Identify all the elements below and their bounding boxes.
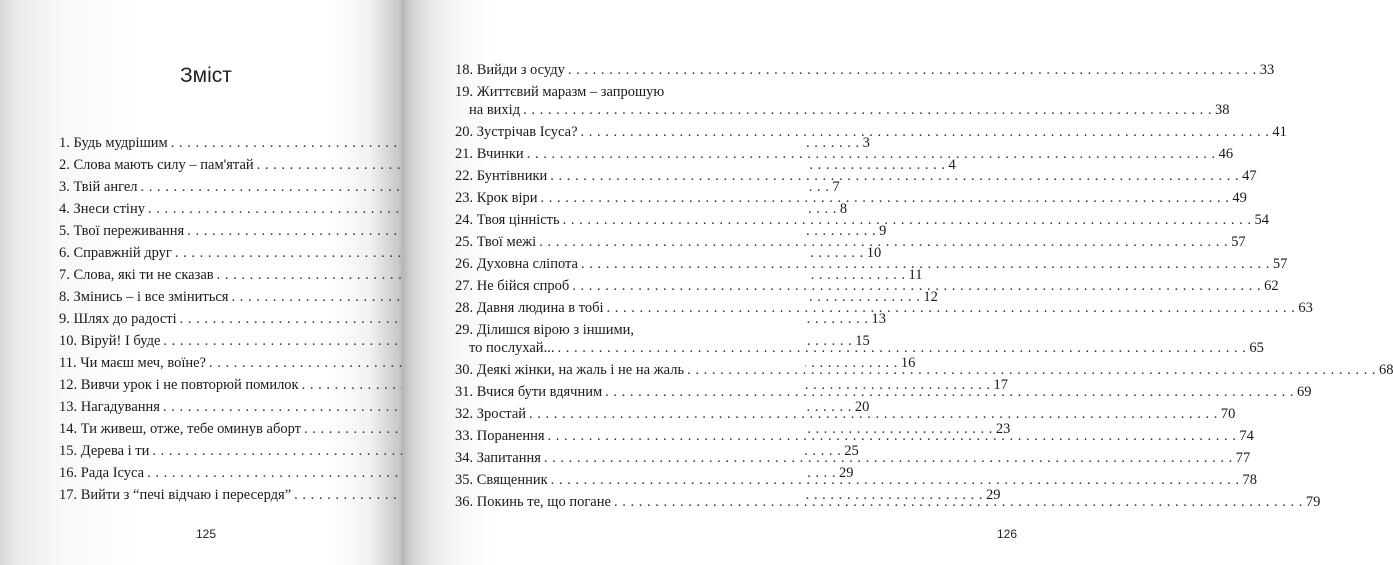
- toc-entry-page: 49: [1232, 190, 1247, 206]
- toc-leader-dots: [614, 493, 1303, 511]
- toc-entry-title: 33. Поранення: [455, 428, 545, 444]
- toc-entry-title: 8. Змінись – і все зміниться: [59, 289, 229, 305]
- toc-entry-page: 57: [1272, 256, 1288, 272]
- toc-entry-title: 27. Не бійся спроб: [455, 278, 570, 294]
- toc-entry-title: 7. Слова, які ти не сказав: [59, 267, 214, 283]
- toc-leader-dots: [539, 233, 1228, 251]
- toc-entry-title: 14. Ти живеш, отже, тебе оминув аборт: [59, 421, 301, 437]
- toc-entry-title: 26. Духовна сліпота: [455, 256, 578, 272]
- toc-leader-dots: [581, 255, 1270, 273]
- toc-leader-dots: [687, 361, 1376, 379]
- toc-entry-page: 13: [871, 311, 887, 327]
- toc-entry-page: 15: [855, 333, 870, 349]
- page-number-right: 126: [997, 527, 1018, 541]
- toc-entry-page: 25: [844, 443, 859, 459]
- toc-entry-page: 38: [1214, 102, 1230, 118]
- toc-leader-dots: [529, 405, 1218, 423]
- toc-entry-page: 79: [1305, 494, 1321, 510]
- toc-entry-page: 70: [1220, 406, 1236, 422]
- toc-entry-title: 2. Слова мають силу – пам'ятай: [59, 157, 254, 173]
- toc-leader-dots: [523, 101, 1212, 119]
- toc-entry-page: 17: [993, 377, 1008, 393]
- toc-entry-title: 19. Життєвий маразм – запрошую: [455, 84, 665, 100]
- toc-entry-page: 68: [1378, 362, 1393, 378]
- toc-entry-page: 12: [923, 289, 938, 305]
- toc-entry-title: 3. Твій ангел: [59, 179, 138, 195]
- toc-entry-title: 1. Будь мудрішим: [59, 135, 168, 151]
- toc-entry-title: 28. Давня людина в тобі: [455, 300, 604, 316]
- toc-entry-page: 29: [986, 487, 1001, 503]
- toc-entry: [455, 141, 1234, 163]
- toc-entry-title: 30. Деякі жінки, на жаль і не на жаль: [455, 362, 685, 378]
- toc-entry-title: 15. Дерева і ти: [59, 443, 150, 459]
- toc-entry-title: 23. Крок віри: [455, 190, 538, 206]
- toc-entry-page: 16: [900, 355, 916, 371]
- toc-entry-page: 4: [948, 157, 956, 173]
- toc-leader-dots: [551, 471, 1240, 489]
- toc-entry-page: 33: [1259, 62, 1275, 78]
- toc-entry-title: 34. Запитання: [455, 450, 541, 466]
- toc-entry-title: 20. Зустрічав Ісуса?: [455, 124, 578, 140]
- toc-entry: [455, 229, 1246, 251]
- toc-leader-dots: [572, 277, 1261, 295]
- toc-entry-title: 35. Священник: [455, 472, 548, 488]
- toc-entry-title: 25. Твої межі: [455, 234, 537, 250]
- toc-leader-dots: [544, 449, 1233, 467]
- toc-entry-page: 69: [1297, 384, 1312, 400]
- toc-entry: [455, 185, 1247, 207]
- toc-entry-page: 20: [854, 399, 870, 415]
- toc-entry: [455, 163, 1257, 185]
- toc-entry-page: 11: [908, 267, 923, 283]
- toc-entry-title: 12. Вивчи урок і не повторюй помилок: [59, 377, 299, 393]
- toc-entry: [455, 79, 1230, 119]
- toc-entry-page: 23: [995, 421, 1011, 437]
- toc-entry-page: 57: [1231, 234, 1246, 250]
- toc-entry-title: 10. Віруй! І буде: [59, 333, 161, 349]
- toc-leader-dots: [557, 339, 1246, 357]
- toc-entry-page: 54: [1254, 212, 1269, 228]
- toc-entry-page: 47: [1242, 168, 1257, 184]
- toc-entry-title: 17. Вийти з “печі відчаю і пересердя”: [59, 487, 292, 503]
- toc-entry-title: 4. Знеси стіну: [59, 201, 145, 217]
- toc-leader-dots: [550, 167, 1239, 185]
- toc-leader-dots: [607, 299, 1296, 317]
- toc-entry-page: 3: [862, 135, 870, 151]
- toc-entry-title: 21. Вчинки: [455, 146, 524, 162]
- toc-entry-title: 36. Покинь те, що погане: [455, 494, 611, 510]
- toc-entry-line: [455, 101, 1230, 119]
- toc-entry-page: 65: [1249, 340, 1264, 356]
- toc-entry-title: 5. Твої переживання: [59, 223, 185, 239]
- toc-entry-title: 11. Чи маєш меч, воїне?: [59, 355, 206, 371]
- toc-entry-page: 8: [839, 201, 848, 217]
- toc-entry-title-cont: на вихід: [469, 102, 521, 118]
- toc-entry-page: 46: [1218, 146, 1234, 162]
- toc-entry-title: 13. Нагадування: [59, 399, 160, 415]
- toc-entry-page: 77: [1235, 450, 1251, 466]
- toc-entry-title: 32. Зростай: [455, 406, 527, 422]
- toc-entry-title: 22. Бунтівники: [455, 168, 548, 184]
- toc-entry-title: 29. Ділишся вірою з іншими,: [455, 322, 635, 338]
- toc-entry-page: 78: [1242, 472, 1258, 488]
- toc-entry: [455, 57, 1275, 79]
- toc-entry-page: 9: [879, 223, 887, 239]
- toc-entry-page: 62: [1264, 278, 1279, 294]
- toc-entry-title: 9. Шлях до радості: [59, 311, 177, 327]
- toc-entry: [455, 119, 1287, 141]
- toc-entry-title: 6. Справжній друг: [59, 245, 172, 261]
- toc-entry-title: 16. Рада Ісуса: [59, 465, 145, 481]
- toc-leader-dots: [568, 61, 1257, 79]
- toc-leader-dots: [581, 123, 1270, 141]
- toc-leader-dots: [540, 189, 1229, 207]
- toc-entry-page: 63: [1298, 300, 1313, 316]
- toc-leader-dots: [527, 145, 1216, 163]
- page-number-left: 125: [196, 527, 217, 541]
- toc-entry-page: 10: [866, 245, 882, 261]
- toc-entry-page: 29: [838, 465, 854, 481]
- toc-entry: [455, 207, 1269, 229]
- toc-entry-page: 74: [1239, 428, 1254, 444]
- toc-entry-title: 18. Вийди з осуду: [455, 62, 565, 78]
- toc-leader-dots: [605, 383, 1294, 401]
- toc-entry-title-cont: то послухай...: [469, 340, 555, 356]
- toc-leader-dots: [548, 427, 1237, 445]
- toc-entry-page: 7: [832, 179, 840, 195]
- toc-leader-dots: [563, 211, 1252, 229]
- toc-entry-title: 24. Твоя цінність: [455, 212, 560, 228]
- toc-entry-title: 31. Вчися бути вдячним: [455, 384, 603, 400]
- toc-entry-page: 41: [1272, 124, 1287, 140]
- toc-title: Зміст: [180, 64, 232, 87]
